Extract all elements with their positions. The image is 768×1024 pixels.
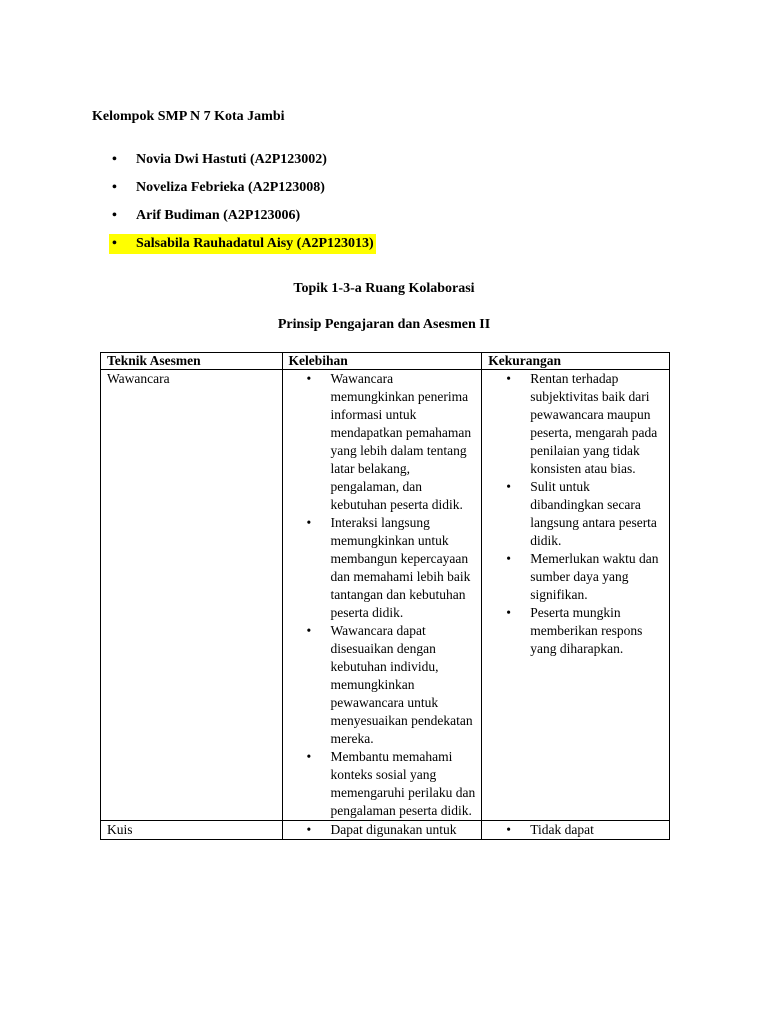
header-kekurangan: Kekurangan	[482, 353, 670, 370]
kekurangan-cell	[482, 370, 670, 821]
technique-cell: Kuis	[101, 821, 283, 840]
bullet-icon: •	[306, 623, 312, 638]
list-item	[289, 748, 476, 820]
member-name: Novia Dwi Hastuti (A2P123002)	[136, 152, 327, 167]
list-item	[289, 370, 476, 514]
table-header-row	[101, 353, 670, 370]
kekurangan-cell	[482, 821, 670, 840]
list-item	[488, 550, 663, 604]
member-item	[112, 150, 376, 178]
bullet-icon: •	[306, 749, 312, 764]
kelebihan-list	[289, 370, 476, 820]
header-teknik-asesmen: Teknik Asesmen	[101, 353, 283, 370]
list-item-text: Wawancara memungkinkan penerima informasi untuk mendapatkan pemahaman yang lebih dalam tentang latar belakang, pengalaman, dan kebutuhan peserta didik.	[330, 371, 472, 512]
list-item-text: Interaksi langsung memungkinkan untuk membangun kepercayaan dan memahami lebih baik tantangan dan kebutuhan peserta didik.	[330, 515, 471, 620]
kekurangan-list	[488, 821, 663, 839]
list-item-text: Sulit untuk dibandingkan secara langsung antara peserta didik.	[530, 479, 657, 548]
list-item-text: Membantu memahami konteks sosial yang memengaruhi perilaku dan pengalaman peserta didik.	[330, 749, 476, 818]
kelebihan-list	[289, 821, 476, 839]
member-item-highlighted	[109, 234, 376, 254]
list-item	[488, 478, 663, 550]
member-list	[112, 150, 376, 254]
bullet-icon: •	[306, 371, 312, 386]
topic-title: Topik 1-3-a Ruang Kolaborasi	[293, 281, 475, 296]
bullet-icon: •	[506, 551, 511, 566]
technique-cell: Wawancara	[101, 370, 283, 821]
list-item-text: Wawancara dapat disesuaikan dengan kebutuhan individu, memungkinkan pewawancara untuk menyesuaikan pendekatan mereka.	[330, 623, 473, 746]
member-item	[112, 178, 376, 206]
bullet-icon: •	[112, 236, 117, 251]
header-kelebihan: Kelebihan	[282, 353, 482, 370]
member-name: Arif Budiman (A2P123006)	[136, 208, 301, 223]
list-item-text: Peserta mungkin memberikan respons yang diharapkan.	[530, 605, 643, 656]
list-item-text: Memerlukan waktu dan sumber daya yang signifikan.	[530, 551, 659, 602]
list-item-text: Rentan terhadap subjektivitas baik dari pewawancara maupun peserta, mengarah pada penilaian yang tidak konsisten atau bias.	[530, 371, 658, 476]
member-name: Salsabila Rauhadatul Aisy (A2P123013)	[136, 236, 374, 251]
section-subtitle: Prinsip Pengajaran dan Asesmen II	[277, 317, 491, 332]
list-item	[488, 604, 663, 658]
kelebihan-cell	[282, 821, 482, 840]
table-row	[101, 370, 670, 821]
bullet-icon: •	[112, 208, 117, 223]
group-title: Kelompok SMP N 7 Kota Jambi	[92, 109, 285, 124]
bullet-icon: •	[112, 180, 117, 195]
assessment-table	[100, 352, 670, 840]
bullet-icon: •	[506, 822, 511, 837]
list-item	[488, 370, 663, 478]
bullet-icon: •	[306, 822, 312, 837]
bullet-icon: •	[506, 371, 511, 386]
member-name: Noveliza Febrieka (A2P123008)	[136, 180, 325, 195]
list-item-text: Tidak dapat	[530, 822, 594, 837]
bullet-icon: •	[506, 479, 511, 494]
kekurangan-list	[488, 370, 663, 658]
bullet-icon: •	[306, 515, 312, 530]
bullet-icon: •	[112, 152, 117, 167]
list-item	[289, 622, 476, 748]
member-item	[112, 206, 376, 234]
list-item	[488, 821, 663, 839]
kelebihan-cell	[282, 370, 482, 821]
bullet-icon: •	[506, 605, 511, 620]
list-item	[289, 821, 476, 839]
list-item	[289, 514, 476, 622]
table-row	[101, 821, 670, 840]
list-item-text: Dapat digunakan untuk	[330, 822, 457, 837]
